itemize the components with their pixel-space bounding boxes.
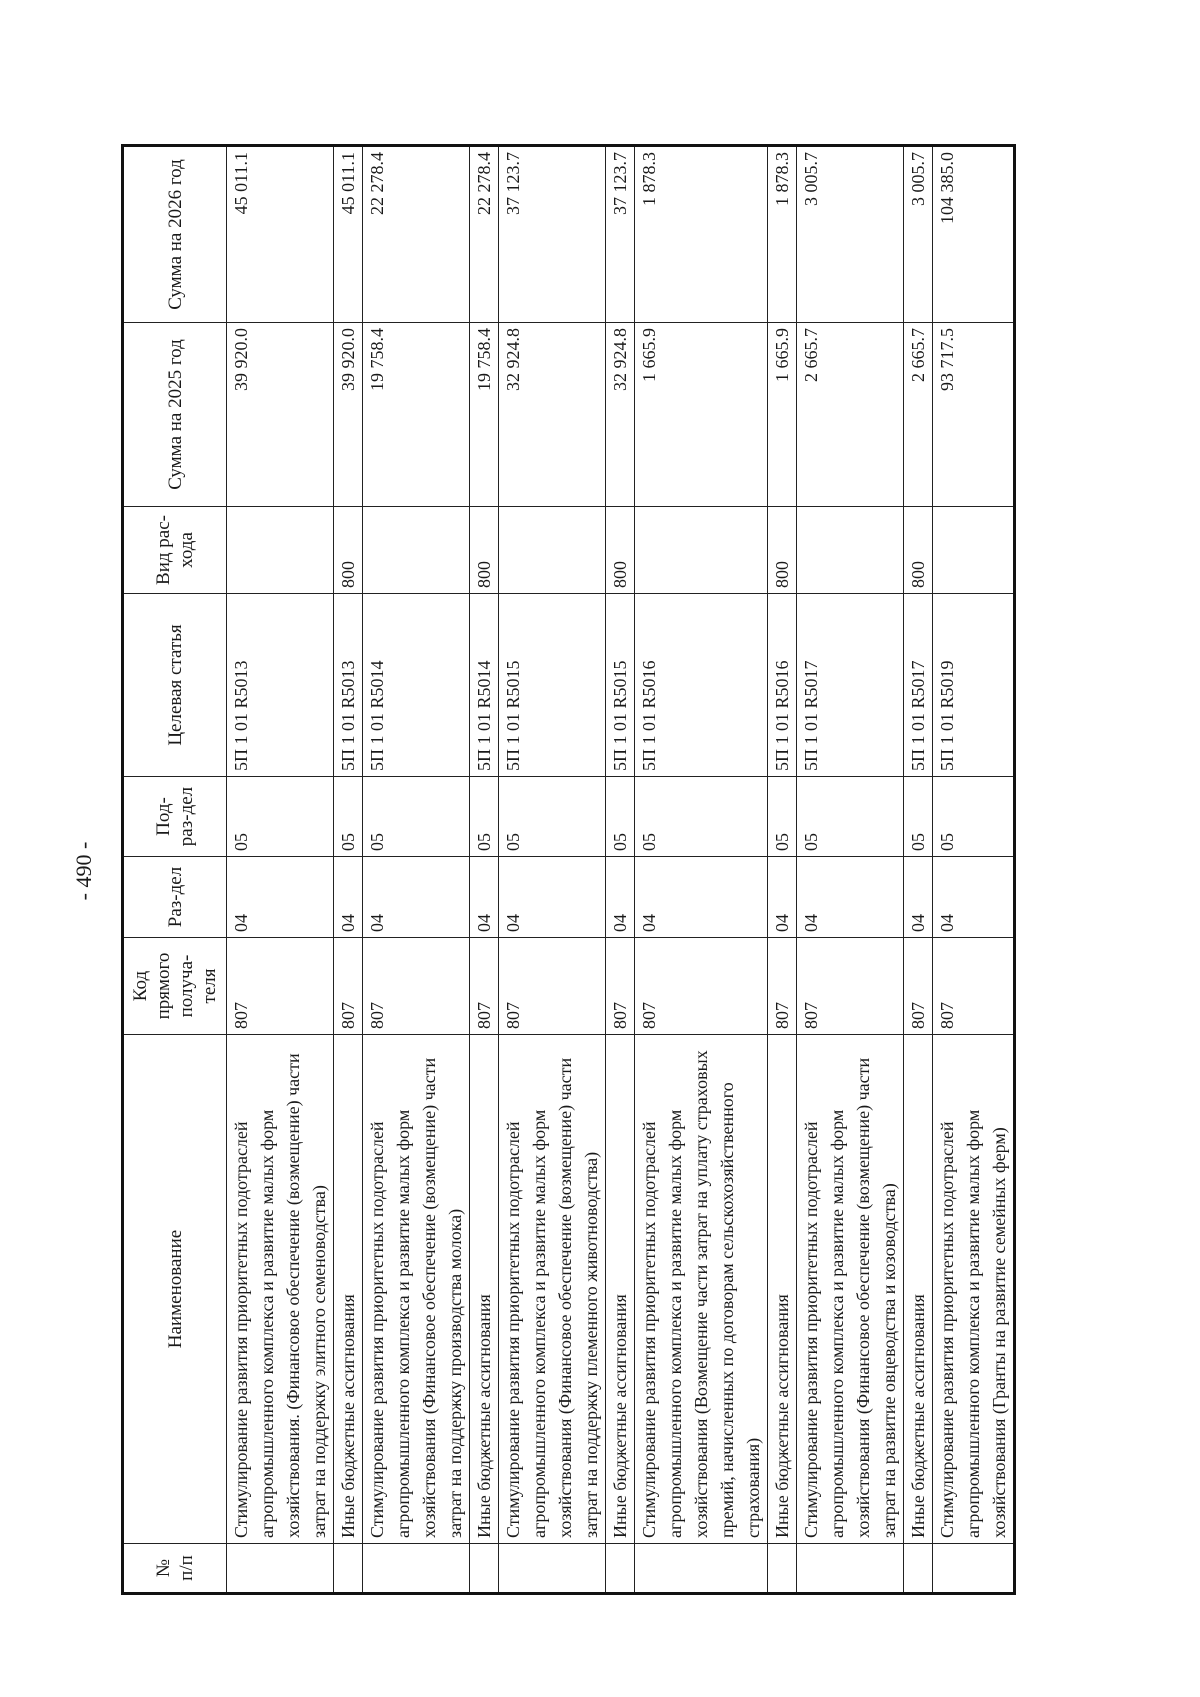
rotated-page — [71, 147, 1037, 1595]
target-cell: 5П 1 01 R5014 — [470, 594, 499, 777]
subsection-cell: 05 — [768, 777, 797, 857]
sum2025-cell: 39 920.0 — [227, 323, 334, 507]
subsection-cell: 05 — [363, 777, 470, 857]
header-row — [123, 146, 227, 1594]
budget-table — [121, 144, 1016, 1595]
sum2025-cell: 93 717.5 — [933, 323, 1015, 507]
recipient-cell: 807 — [606, 938, 635, 1035]
subsection-cell: 05 — [499, 777, 606, 857]
target-cell: 5П 1 01 R5016 — [768, 594, 797, 777]
target-cell: 5П 1 01 R5013 — [334, 594, 363, 777]
num-cell — [499, 1544, 606, 1594]
expense-cell — [499, 507, 606, 594]
table-row — [933, 146, 1015, 1594]
name-cell: Стимулирование развития приоритетных подотраслей агропромышленного комплекса и развитие малых форм хозяйствования (Гранты на развитие семейных ферм) — [933, 1035, 1015, 1544]
expense-cell — [797, 507, 904, 594]
target-cell: 5П 1 01 R5015 — [499, 594, 606, 777]
name-cell: Иные бюджетные ассигнования — [904, 1035, 933, 1544]
target-cell: 5П 1 01 R5014 — [363, 594, 470, 777]
subsection-cell: 05 — [933, 777, 1015, 857]
recipient-cell: 807 — [227, 938, 334, 1035]
sum2026-cell: 22 278.4 — [470, 146, 499, 323]
section-cell: 04 — [933, 857, 1015, 938]
section-cell: 04 — [363, 857, 470, 938]
sum2026-cell: 37 123.7 — [606, 146, 635, 323]
table-row — [606, 146, 635, 1594]
section-cell: 04 — [470, 857, 499, 938]
section-cell: 04 — [635, 857, 768, 938]
sum2025-cell: 32 924.8 — [606, 323, 635, 507]
sum2026-cell: 1 878.3 — [768, 146, 797, 323]
sum2026-cell: 3 005.7 — [904, 146, 933, 323]
recipient-cell: 807 — [363, 938, 470, 1035]
num-cell — [797, 1544, 904, 1594]
target-cell: 5П 1 01 R5017 — [904, 594, 933, 777]
sum2026-cell: 3 005.7 — [797, 146, 904, 323]
sum2026-cell: 22 278.4 — [363, 146, 470, 323]
recipient-cell: 807 — [797, 938, 904, 1035]
sum2026-cell: 37 123.7 — [499, 146, 606, 323]
sum2025-cell: 32 924.8 — [499, 323, 606, 507]
sum2025-cell: 1 665.9 — [635, 323, 768, 507]
subsection-cell: 05 — [334, 777, 363, 857]
name-cell: Стимулирование развития приоритетных подотраслей агропромышленного комплекса и развитие малых форм хозяйствования (Финансовое обеспечение (возмещение) части затрат на развитие овцеводства и козоводства) — [797, 1035, 904, 1544]
expense-cell: 800 — [606, 507, 635, 594]
header-sum2025: Сумма на 2025 год — [123, 323, 227, 507]
num-cell — [635, 1544, 768, 1594]
table-row — [797, 146, 904, 1594]
num-cell — [363, 1544, 470, 1594]
table-row — [227, 146, 334, 1594]
name-cell: Стимулирование развития приоритетных подотраслей агропромышленного комплекса и развитие малых форм хозяйствования. (Финансовое обеспечение (возмещение) части затрат на поддержку элитного семеноводства) — [227, 1035, 334, 1544]
header-recipient: Код прямого получа-теля — [123, 938, 227, 1035]
num-cell — [606, 1544, 635, 1594]
target-cell: 5П 1 01 R5019 — [933, 594, 1015, 777]
subsection-cell: 05 — [470, 777, 499, 857]
recipient-cell: 807 — [635, 938, 768, 1035]
header-name: Наименование — [123, 1035, 227, 1544]
sum2025-cell: 1 665.9 — [768, 323, 797, 507]
table-row — [499, 146, 606, 1594]
header-expense: Вид рас-хода — [123, 507, 227, 594]
section-cell: 04 — [768, 857, 797, 938]
name-cell: Стимулирование развития приоритетных подотраслей агропромышленного комплекса и развитие малых форм хозяйствования (Возмещение части затрат на уплату страховых премий, начисленных по договорам сельскохозяйственного страхования) — [635, 1035, 768, 1544]
expense-cell: 800 — [904, 507, 933, 594]
recipient-cell: 807 — [768, 938, 797, 1035]
recipient-cell: 807 — [470, 938, 499, 1035]
header-sum2026: Сумма на 2026 год — [123, 146, 227, 323]
expense-cell: 800 — [334, 507, 363, 594]
header-num: № п/п — [123, 1544, 227, 1594]
target-cell: 5П 1 01 R5015 — [606, 594, 635, 777]
num-cell — [227, 1544, 334, 1594]
subsection-cell: 05 — [904, 777, 933, 857]
subsection-cell: 05 — [227, 777, 334, 857]
num-cell — [768, 1544, 797, 1594]
table-row — [334, 146, 363, 1594]
sum2026-cell: 104 385.0 — [933, 146, 1015, 323]
expense-cell — [227, 507, 334, 594]
sum2026-cell: 1 878.3 — [635, 146, 768, 323]
num-cell — [904, 1544, 933, 1594]
section-cell: 04 — [797, 857, 904, 938]
header-subsection: Под-раз-дел — [123, 777, 227, 857]
section-cell: 04 — [606, 857, 635, 938]
sum2025-cell: 2 665.7 — [904, 323, 933, 507]
subsection-cell: 05 — [635, 777, 768, 857]
recipient-cell: 807 — [499, 938, 606, 1035]
subsection-cell: 05 — [797, 777, 904, 857]
table-row — [470, 146, 499, 1594]
sum2026-cell: 45 011.1 — [227, 146, 334, 323]
num-cell — [334, 1544, 363, 1594]
sum2025-cell: 19 758.4 — [363, 323, 470, 507]
expense-cell: 800 — [470, 507, 499, 594]
name-cell: Стимулирование развития приоритетных подотраслей агропромышленного комплекса и развитие малых форм хозяйствования (Финансовое обеспечение (возмещение) части затрат на поддержку производства молока) — [363, 1035, 470, 1544]
subsection-cell: 05 — [606, 777, 635, 857]
table-row — [635, 146, 768, 1594]
num-cell — [470, 1544, 499, 1594]
target-cell: 5П 1 01 R5013 — [227, 594, 334, 777]
recipient-cell: 807 — [334, 938, 363, 1035]
expense-cell: 800 — [768, 507, 797, 594]
sum2025-cell: 19 758.4 — [470, 323, 499, 507]
table-row — [363, 146, 470, 1594]
table-row — [904, 146, 933, 1594]
table-body — [227, 146, 1015, 1594]
table-row — [768, 146, 797, 1594]
section-cell: 04 — [334, 857, 363, 938]
num-cell — [933, 1544, 1015, 1594]
sum2025-cell: 2 665.7 — [797, 323, 904, 507]
target-cell: 5П 1 01 R5016 — [635, 594, 768, 777]
section-cell: 04 — [904, 857, 933, 938]
section-cell: 04 — [227, 857, 334, 938]
recipient-cell: 807 — [933, 938, 1015, 1035]
name-cell: Стимулирование развития приоритетных подотраслей агропромышленного комплекса и развитие малых форм хозяйствования (Финансовое обеспечение (возмещение) части затрат на поддержку племенного животноводства) — [499, 1035, 606, 1544]
target-cell: 5П 1 01 R5017 — [797, 594, 904, 777]
section-cell: 04 — [499, 857, 606, 938]
expense-cell — [933, 507, 1015, 594]
name-cell: Иные бюджетные ассигнования — [606, 1035, 635, 1544]
name-cell: Иные бюджетные ассигнования — [334, 1035, 363, 1544]
expense-cell — [363, 507, 470, 594]
sum2026-cell: 45 011.1 — [334, 146, 363, 323]
name-cell: Иные бюджетные ассигнования — [768, 1035, 797, 1544]
recipient-cell: 807 — [904, 938, 933, 1035]
page-number: - 490 - — [71, 841, 96, 901]
header-section: Раз-дел — [123, 857, 227, 938]
name-cell: Иные бюджетные ассигнования — [470, 1035, 499, 1544]
expense-cell — [635, 507, 768, 594]
header-target: Целевая статья — [123, 594, 227, 777]
sum2025-cell: 39 920.0 — [334, 323, 363, 507]
